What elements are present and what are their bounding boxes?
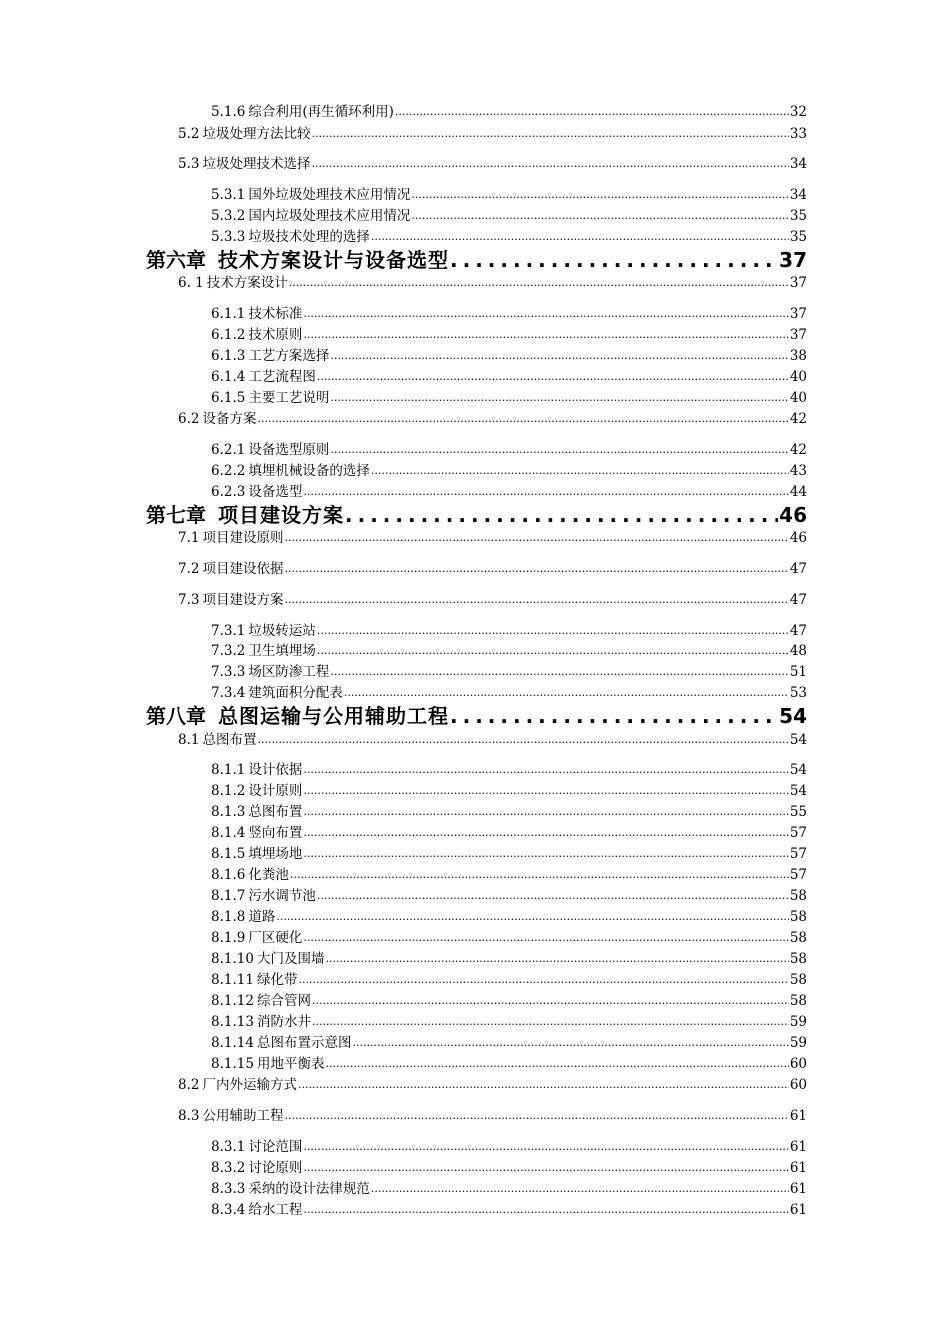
toc-entry-title: 垃圾技术处理的选择: [248, 229, 370, 245]
toc-entry-page-number: 60: [789, 1077, 807, 1093]
toc-entry[interactable]: [211, 623, 807, 639]
toc-entry-title: 场区防渗工程: [248, 664, 330, 680]
toc-entry-title: 技术原则: [248, 327, 303, 343]
toc-entry[interactable]: [178, 592, 807, 608]
toc-entry-page-number: 54: [789, 762, 807, 778]
toc-entry[interactable]: [211, 348, 807, 364]
toc-entry-page-number: 54: [779, 704, 807, 728]
toc-entry-title: 垃圾处理方法比较: [202, 126, 311, 142]
toc-entry-number: 8.1.2: [211, 783, 246, 799]
toc-entry-page-number: 37: [789, 327, 807, 343]
toc-entry-title: 综合管网: [256, 993, 311, 1009]
dot-leader: [325, 951, 788, 967]
toc-entry[interactable]: [211, 993, 807, 1009]
toc-entry-number: 6.2.2: [211, 463, 246, 479]
dot-leader: [411, 208, 788, 224]
toc-entry-title: 给水工程: [248, 1202, 303, 1218]
toc-entry[interactable]: [211, 104, 807, 120]
toc-entry-number: 6.1.3: [211, 348, 246, 364]
toc-entry-title: 总图运输与公用辅助工程: [218, 704, 449, 728]
dot-leader: [284, 592, 788, 608]
toc-entry-title: 项目建设原则: [202, 530, 284, 546]
toc-entry-number: 第八章: [146, 704, 206, 728]
toc-entry[interactable]: [211, 390, 807, 406]
toc-entry[interactable]: [211, 1035, 807, 1051]
toc-entry-title: 综合利用(再生循环利用): [248, 104, 394, 120]
toc-entry-number: 第七章: [146, 503, 206, 527]
dot-leader: [303, 846, 788, 862]
toc-entry-title: 国内垃圾处理技术应用情况: [248, 208, 411, 224]
dot-leader: [303, 825, 788, 841]
toc-entry-page-number: 61: [789, 1181, 807, 1197]
toc-entry-title: 卫生填埋场: [248, 643, 316, 659]
dot-leader: [303, 783, 788, 799]
toc-entry-page-number: 35: [789, 229, 807, 245]
dot-leader: [450, 249, 778, 271]
toc-entry-number: 8.3.3: [211, 1181, 246, 1197]
toc-entry-page-number: 58: [789, 888, 807, 904]
toc-entry-page-number: 58: [789, 972, 807, 988]
toc-entry-number: 8.3.2: [211, 1160, 246, 1176]
dot-leader: [330, 442, 788, 458]
toc-entry-number: 8.3: [178, 1108, 200, 1124]
toc-entry-title: 主要工艺说明: [248, 390, 330, 406]
dot-leader: [317, 623, 789, 639]
dot-leader: [330, 390, 788, 406]
toc-entry-title: 道路: [248, 909, 276, 925]
toc-entry[interactable]: [211, 846, 807, 862]
toc-entry[interactable]: [178, 275, 807, 291]
dot-leader: [276, 909, 788, 925]
toc-entry-title: 技术标准: [248, 306, 303, 322]
toc-entry[interactable]: [178, 1077, 807, 1093]
toc-entry-title: 公用辅助工程: [202, 1108, 284, 1124]
toc-entry-page-number: 58: [789, 951, 807, 967]
toc-entry-page-number: 46: [789, 530, 807, 546]
dot-leader: [345, 504, 778, 526]
toc-entry[interactable]: [211, 208, 807, 224]
toc-entry[interactable]: [178, 732, 807, 748]
toc-entry-page-number: 37: [789, 306, 807, 322]
dot-leader: [303, 930, 788, 946]
dot-leader: [303, 306, 788, 322]
dot-leader: [395, 104, 789, 120]
toc-entry-number: 7.3.3: [211, 664, 246, 680]
toc-entry-page-number: 57: [789, 846, 807, 862]
toc-entry-number: 8.1.3: [211, 804, 246, 820]
toc-entry-number: 6.1.1: [211, 306, 246, 322]
toc-entry-page-number: 59: [789, 1014, 807, 1030]
toc-entry-page-number: 61: [789, 1108, 807, 1124]
toc-entry-number: 8.1.13: [211, 1014, 254, 1030]
toc-entry-page-number: 57: [789, 867, 807, 883]
toc-entry-title: 国外垃圾处理技术应用情况: [248, 187, 411, 203]
toc-entry-title: 建筑面积分配表: [248, 685, 343, 701]
toc-entry-number: 8.1.15: [211, 1056, 254, 1072]
toc-entry[interactable]: [211, 229, 807, 245]
toc-entry-page-number: 60: [789, 1056, 807, 1072]
toc-entry-number: 7.3.2: [211, 643, 246, 659]
toc-chapter-entry[interactable]: [146, 705, 807, 727]
toc-entry-page-number: 47: [789, 623, 807, 639]
dot-leader: [303, 762, 788, 778]
dot-leader: [284, 530, 788, 546]
toc-entry[interactable]: [211, 783, 807, 799]
toc-entry[interactable]: [211, 187, 807, 203]
dot-leader: [290, 867, 789, 883]
dot-leader: [312, 1014, 789, 1030]
toc-chapter-entry[interactable]: [146, 249, 807, 271]
dot-leader: [257, 732, 788, 748]
toc-entry-number: 8.2: [178, 1077, 200, 1093]
toc-entry-number: 8.1.4: [211, 825, 246, 841]
toc-entry-number: 6.1.5: [211, 390, 246, 406]
toc-entry-page-number: 43: [789, 463, 807, 479]
toc-entry-number: 7.3.4: [211, 685, 246, 701]
toc-entry-number: 6.2.1: [211, 442, 246, 458]
toc-entry[interactable]: [211, 442, 807, 458]
toc-entry-page-number: 57: [789, 825, 807, 841]
toc-entry-page-number: 54: [789, 783, 807, 799]
dot-leader: [317, 369, 789, 385]
toc-entry-number: 5.3.2: [211, 208, 246, 224]
dot-leader: [371, 1181, 789, 1197]
toc-entry-page-number: 47: [789, 561, 807, 577]
toc-entry[interactable]: [211, 1160, 807, 1176]
toc-entry-page-number: 42: [789, 411, 807, 427]
dot-leader: [298, 1077, 789, 1093]
dot-leader: [312, 993, 789, 1009]
toc-entry[interactable]: [211, 1202, 807, 1218]
dot-leader: [317, 888, 789, 904]
toc-entry-page-number: 44: [789, 484, 807, 500]
toc-entry[interactable]: [211, 825, 807, 841]
dot-leader: [303, 327, 788, 343]
toc-entry-title: 用地平衡表: [256, 1056, 325, 1072]
toc-entry-page-number: 47: [789, 592, 807, 608]
dot-leader: [330, 664, 788, 680]
toc-entry[interactable]: [211, 1139, 807, 1155]
toc-entry-number: 6. 1: [178, 275, 204, 291]
toc-entry[interactable]: [211, 909, 807, 925]
toc-entry-title: 设备选型原则: [248, 442, 330, 458]
toc-entry-title: 填埋机械设备的选择: [248, 463, 370, 479]
toc-entry-page-number: 37: [789, 275, 807, 291]
toc-chapter-entry[interactable]: [146, 504, 807, 526]
toc-entry-title: 设备方案: [202, 411, 257, 427]
toc-entry-page-number: 37: [779, 248, 807, 272]
toc-entry-page-number: 38: [789, 348, 807, 364]
toc-entry-title: 采纳的设计法律规范: [248, 1181, 370, 1197]
toc-entry[interactable]: [211, 930, 807, 946]
toc-entry-title: 总图布置: [202, 732, 257, 748]
toc-entry-page-number: 58: [789, 909, 807, 925]
toc-entry-number: 7.3.1: [211, 623, 246, 639]
toc-entry[interactable]: [178, 126, 807, 142]
toc-entry-title: 项目建设方案: [202, 592, 284, 608]
toc-entry[interactable]: [211, 306, 807, 322]
toc-entry[interactable]: [211, 762, 807, 778]
toc-entry-title: 技术方案设计与设备选型: [218, 248, 449, 272]
toc-entry[interactable]: [211, 643, 807, 659]
dot-leader: [371, 463, 789, 479]
toc-entry[interactable]: [178, 561, 807, 577]
dot-leader: [325, 1056, 788, 1072]
dot-leader: [344, 685, 789, 701]
toc-entry-number: 6.2: [178, 411, 200, 427]
toc-entry-page-number: 34: [789, 187, 807, 203]
toc-entry-title: 工艺方案选择: [248, 348, 330, 364]
toc-entry-number: 6.1.4: [211, 369, 246, 385]
toc-entry-page-number: 61: [789, 1160, 807, 1176]
toc-entry[interactable]: [178, 530, 807, 546]
toc-entry-title: 总图布置: [248, 804, 303, 820]
toc-entry-number: 6.2.3: [211, 484, 246, 500]
toc-entry-title: 竖向布置: [248, 825, 303, 841]
toc-entry-page-number: 58: [789, 993, 807, 1009]
toc-entry-title: 厂区硬化: [248, 930, 303, 946]
dot-leader: [450, 705, 778, 727]
toc-entry-title: 设备选型: [248, 484, 303, 500]
dot-leader: [303, 1202, 788, 1218]
toc-entry-page-number: 58: [789, 930, 807, 946]
toc-entry-title: 讨论原则: [248, 1160, 303, 1176]
toc-entry-number: 5.3.1: [211, 187, 246, 203]
toc-entry[interactable]: [211, 1181, 807, 1197]
toc-entry-title: 填埋场地: [248, 846, 303, 862]
toc-entry-number: 5.3.3: [211, 229, 246, 245]
toc-entry-title: 垃圾处理技术选择: [202, 156, 311, 172]
toc-entry-page-number: 53: [789, 685, 807, 701]
dot-leader: [330, 348, 788, 364]
toc-entry[interactable]: [211, 1056, 807, 1072]
toc-entry-title: 项目建设依据: [202, 561, 284, 577]
toc-entry-title: 项目建设方案: [218, 503, 344, 527]
toc-entry-number: 7.1: [178, 530, 200, 546]
toc-entry-page-number: 42: [789, 442, 807, 458]
toc-entry-title: 设计原则: [248, 783, 303, 799]
toc-entry-page-number: 59: [789, 1035, 807, 1051]
toc-entry-number: 7.2: [178, 561, 200, 577]
toc-entry-number: 8.1.11: [211, 972, 254, 988]
toc-entry-number: 8.1.10: [211, 951, 254, 967]
toc-entry-number: 8.1.12: [211, 993, 254, 1009]
toc-entry[interactable]: [211, 327, 807, 343]
toc-entry-number: 8.1.1: [211, 762, 246, 778]
toc-entry[interactable]: [211, 888, 807, 904]
dot-leader: [303, 484, 788, 500]
toc-entry-title: 工艺流程图: [248, 369, 316, 385]
dot-leader: [289, 275, 789, 291]
toc-entry-page-number: 48: [789, 643, 807, 659]
toc-entry-page-number: 40: [789, 369, 807, 385]
dot-leader: [303, 1160, 788, 1176]
toc-entry[interactable]: [211, 972, 807, 988]
toc-entry-title: 厂内外运输方式: [202, 1077, 297, 1093]
toc-entry-page-number: 61: [789, 1139, 807, 1155]
dot-leader: [284, 561, 788, 577]
toc-entry-number: 5.1.6: [211, 104, 246, 120]
dot-leader: [311, 156, 788, 172]
toc-entry-page-number: 51: [789, 664, 807, 680]
toc-entry-page-number: 54: [789, 732, 807, 748]
toc-entry[interactable]: [211, 1014, 807, 1030]
dot-leader: [371, 229, 789, 245]
dot-leader: [317, 643, 789, 659]
toc-entry-number: 6.1.2: [211, 327, 246, 343]
dot-leader: [257, 411, 788, 427]
toc-entry-number: 8.1.5: [211, 846, 246, 862]
toc-entry-page-number: 33: [789, 126, 807, 142]
toc-entry-title: 消防水井: [256, 1014, 311, 1030]
dot-leader: [411, 187, 788, 203]
toc-entry[interactable]: [178, 411, 807, 427]
toc-entry-title: 技术方案设计: [206, 275, 288, 291]
toc-entry-title: 污水调节池: [248, 888, 316, 904]
toc-entry[interactable]: [211, 685, 807, 701]
toc-entry[interactable]: [178, 1108, 807, 1124]
toc-entry-page-number: 35: [789, 208, 807, 224]
toc-entry-number: 8.1.8: [211, 909, 246, 925]
toc-entry-number: 8.1.9: [211, 930, 246, 946]
dot-leader: [298, 972, 788, 988]
toc-entry-number: 8.1.7: [211, 888, 246, 904]
toc-entry-number: 5.3: [178, 156, 200, 172]
toc-entry[interactable]: [211, 664, 807, 680]
dot-leader: [352, 1035, 788, 1051]
toc-entry[interactable]: [211, 484, 807, 500]
toc-entry-title: 设计依据: [248, 762, 303, 778]
toc-entry-page-number: 32: [789, 104, 807, 120]
toc-entry-number: 8.3.4: [211, 1202, 246, 1218]
toc-entry-number: 8.1.14: [211, 1035, 254, 1051]
toc-entry[interactable]: [211, 951, 807, 967]
toc-entry-number: 8.1: [178, 732, 200, 748]
toc-entry-number: 5.2: [178, 126, 200, 142]
toc-entry-page-number: 46: [779, 503, 807, 527]
toc-entry-page-number: 34: [789, 156, 807, 172]
toc-entry[interactable]: [211, 463, 807, 479]
toc-entry-number: 8.1.6: [211, 867, 246, 883]
toc-entry-number: 第六章: [146, 248, 206, 272]
toc-entry-title: 绿化带: [256, 972, 298, 988]
toc-entry-title: 总图布置示意图: [256, 1035, 352, 1051]
toc-entry[interactable]: [211, 867, 807, 883]
dot-leader: [284, 1108, 788, 1124]
toc-entry-title: 讨论范围: [248, 1139, 303, 1155]
dot-leader: [311, 126, 788, 142]
toc-entry-title: 垃圾转运站: [248, 623, 316, 639]
toc-entry-number: 7.3: [178, 592, 200, 608]
toc-entry-page-number: 40: [789, 390, 807, 406]
toc-entry[interactable]: [178, 156, 807, 172]
toc-entry-number: 8.3.1: [211, 1139, 246, 1155]
toc-entry[interactable]: [211, 369, 807, 385]
toc-entry-title: 化粪池: [248, 867, 289, 883]
toc-entry-page-number: 61: [789, 1202, 807, 1218]
dot-leader: [303, 804, 788, 820]
toc-entry-page-number: 55: [789, 804, 807, 820]
toc-entry[interactable]: [211, 804, 807, 820]
dot-leader: [303, 1139, 788, 1155]
toc-entry-title: 大门及围墙: [256, 951, 325, 967]
